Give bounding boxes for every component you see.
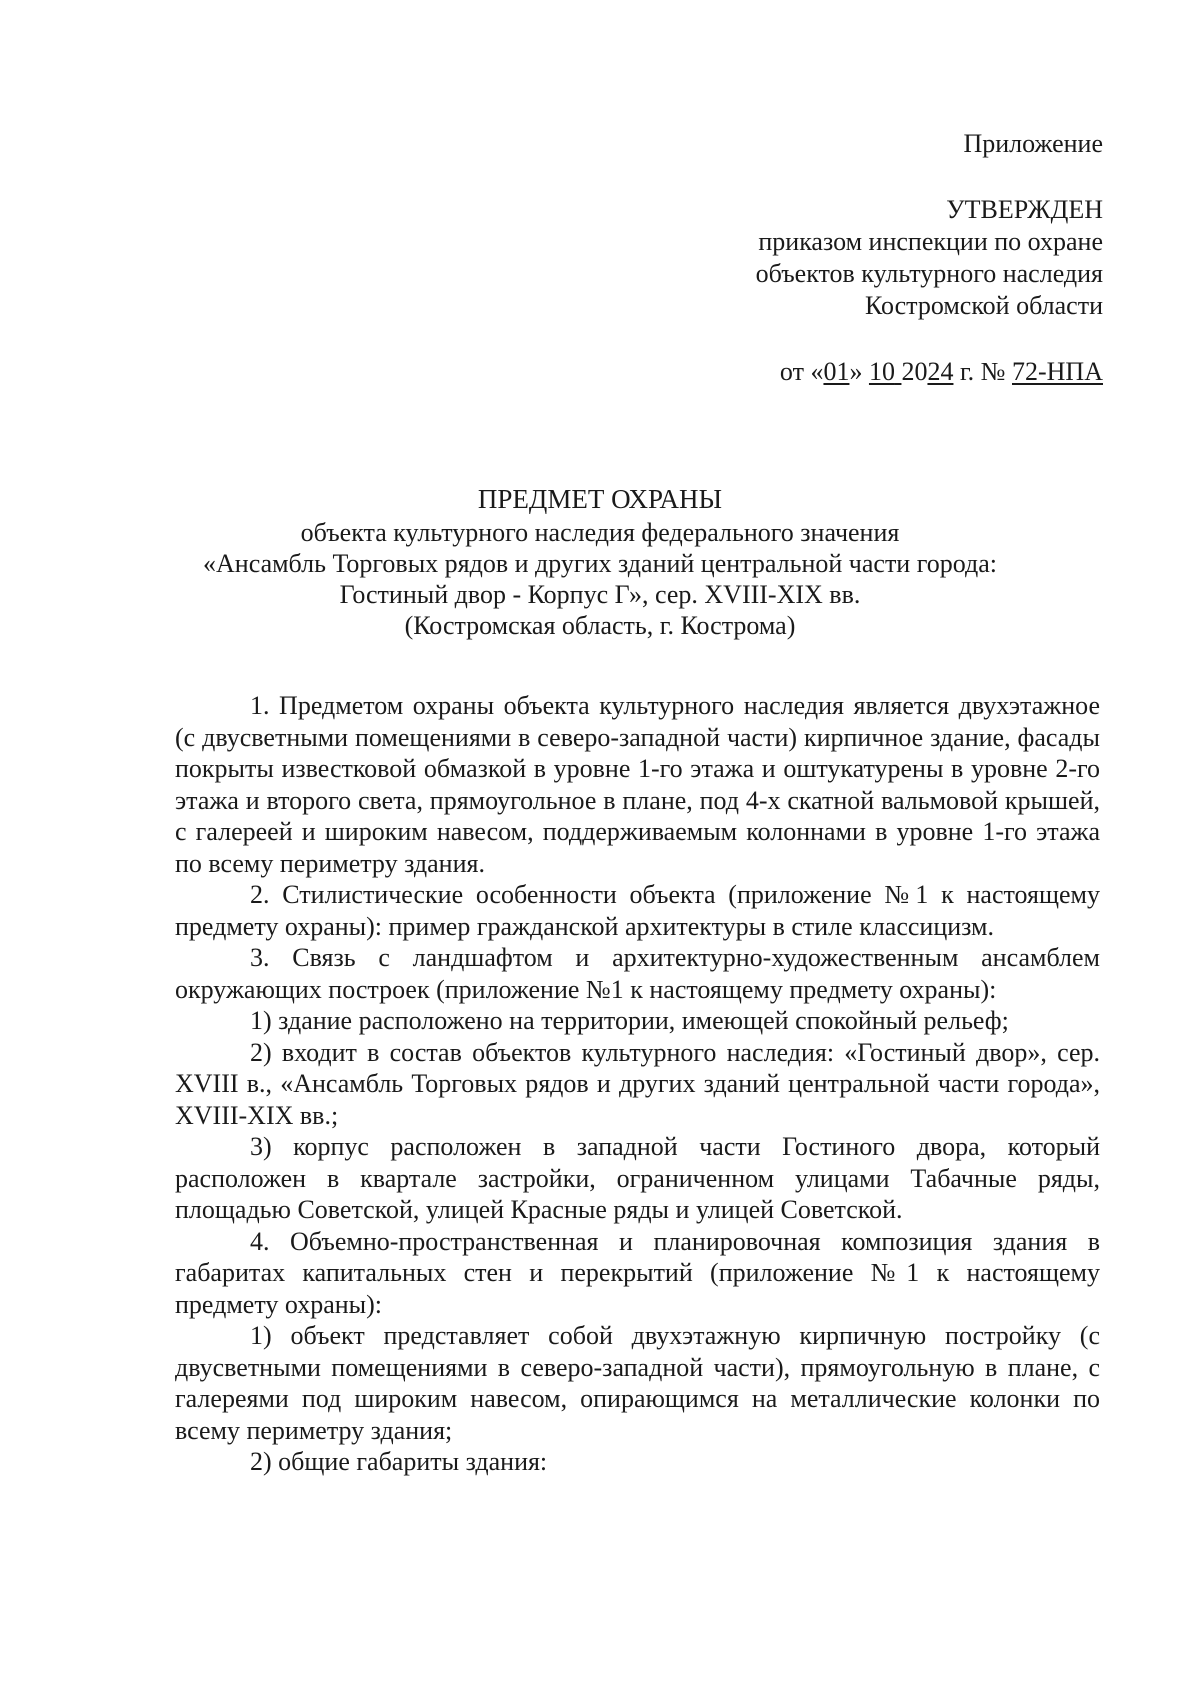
order-prefix: от « <box>779 357 824 386</box>
order-month: 10 <box>868 357 895 386</box>
approved-by-line-3: Костромской области <box>864 291 1103 320</box>
paragraph-4: 4. Объемно-пространственная и планировочная композиция здания в габаритах капитальных стен и перекрытий (приложение №1 к настоящему предмету охраны): <box>175 1226 1100 1319</box>
paragraph-4-item-1: 1) объект представляет собой двухэтажную кирпичную постройку (с двусветными помещениями в северо-западной части), прямоугольную в плане, с галереями под широким навесом, опирающимся на металлические колонки по всему периметру здания; <box>175 1321 1100 1445</box>
appendix-label: Приложение <box>963 129 1103 158</box>
order-number: 72-НПА <box>1012 357 1103 386</box>
approved-label: УТВЕРЖДЕН <box>946 195 1103 224</box>
order-line <box>756 356 1103 388</box>
document-title: ПРЕДМЕТ ОХРАНЫ <box>477 484 723 514</box>
paragraph-1: 1. Предметом охраны объекта культурного наследия является двухэтажное (с двусветными помещениями в северо-западной части) кирпичное здание, фасады покрыты известковой обмазкой в уровне 1-го этажа и оштукатурены в уровне 2-го этажа и второго света, прямоугольное в плане, под 4-х скатной вальмовой крышей, с галереей и широким навесом, поддерживаемым колоннами в уровне 1-го этажа по всему периметру здания. <box>175 691 1100 878</box>
paragraph-2: 2. Стилистические особенности объекта (приложение №1 к настоящему предмету охраны): пример гражданской архитектуры в стиле классицизм. <box>175 880 1100 941</box>
approved-by-line-2: объектов культурного наследия <box>755 259 1103 288</box>
title-line-2: «Ансамбль Торговых рядов и других зданий центральной части города: <box>203 549 997 578</box>
order-mid: г. № <box>953 357 1012 386</box>
title-line-4: (Костромская область, г. Кострома) <box>404 611 796 640</box>
order-year-prefix: 20 <box>901 357 928 386</box>
paragraph-3-item-2: 2) входит в состав объектов культурного наследия: «Гостиный двор», сер. XVIII в., «Ансамбль Торговых рядов и других зданий центральной части города», XVIII-XIX вв.; <box>175 1037 1100 1130</box>
document-body <box>175 690 1100 1478</box>
order-sep: » <box>849 357 869 386</box>
approved-by-line-1: приказом инспекции по охране <box>758 227 1103 256</box>
order-day: 01 <box>823 357 850 386</box>
paragraph-3-item-3: 3) корпус расположен в западной части Гостиного двора, который расположен в квартале застройки, ограниченном улицами Табачные ряды, площадью Советской, улицей Красные ряды и улицей Советской. <box>175 1132 1100 1224</box>
title-line-1: объекта культурного наследия федерального значения <box>300 518 900 547</box>
title-line-3: Гостиный двор - Корпус Г», сер. XVIII-XIX вв. <box>339 580 861 609</box>
paragraph-3: 3. Связь с ландшафтом и архитектурно-художественным ансамблем окружающих построек (приложение №1 к настоящему предмету охраны): <box>175 943 1100 1004</box>
paragraph-3-item-1: 1) здание расположено на территории, имеющей спокойный рельеф; <box>250 1006 1009 1035</box>
order-year-suffix: 24 <box>927 357 954 386</box>
approval-block <box>756 128 1103 388</box>
title-block <box>150 484 1050 641</box>
paragraph-4-item-2: 2) общие габариты здания: <box>250 1447 548 1476</box>
